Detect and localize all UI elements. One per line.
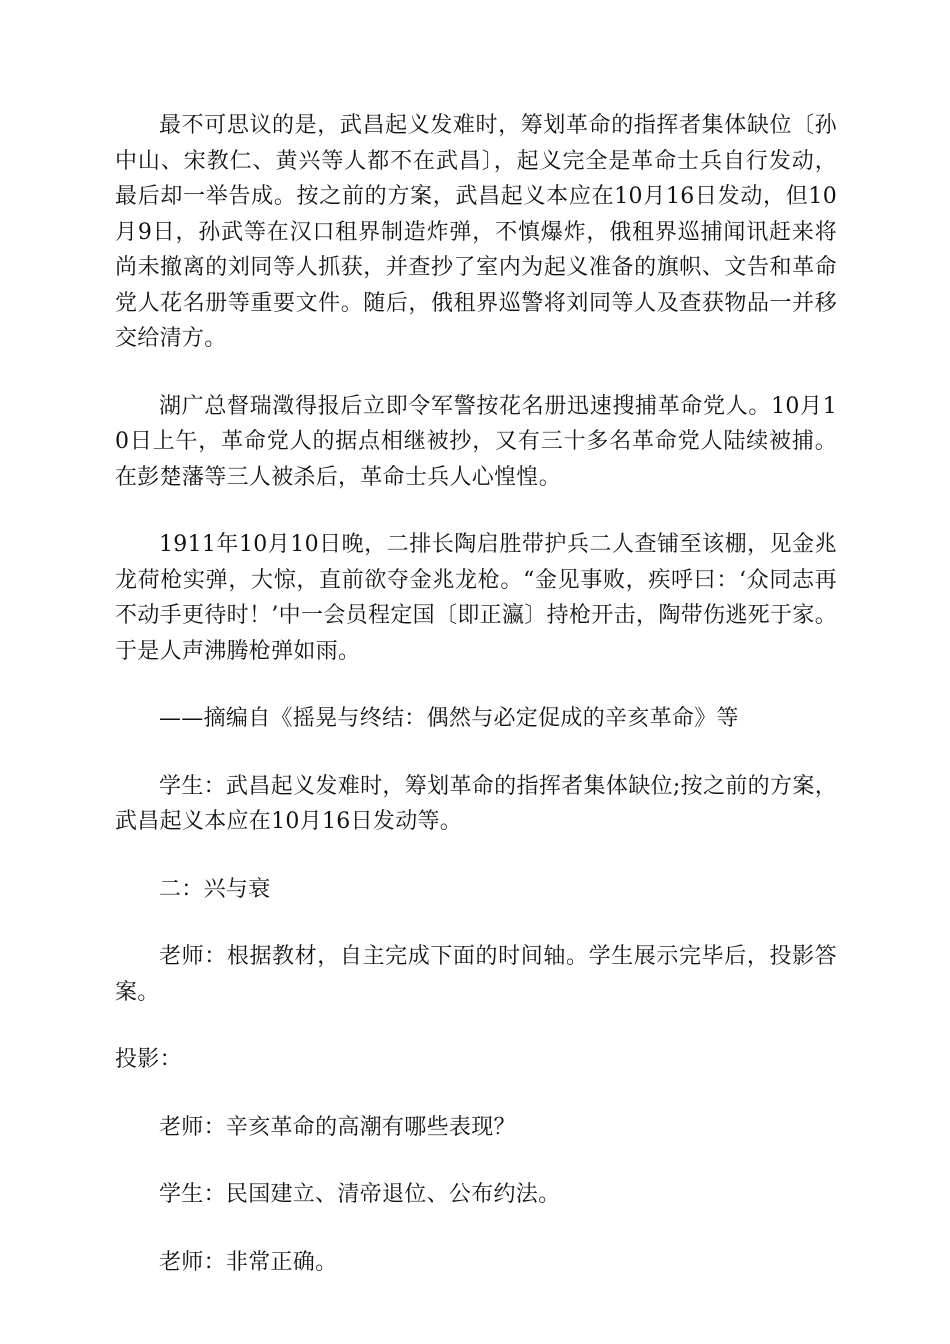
student-answer-2: 学生：民国建立、清帝退位、公布约法。: [159, 1182, 561, 1207]
teacher-question-climax: 老师：辛亥革命的高潮有哪些表现？: [159, 1114, 516, 1140]
student-answer-1: 学生：武昌起义发难时，筹划革命的指挥者集体缺位;按之前的方案，武昌起义本应在10月16日发动等。: [115, 773, 837, 834]
document-body: [115, 108, 837, 1280]
section-heading-rise-and-fall: 二：兴与衰: [159, 876, 271, 902]
paragraph-night-of-uprising: 1911年10月10日晚，二排长陶启胜带护兵二人查铺至该棚，见金兆龙荷枪实弹，大惊，直前欲夺金兆龙枪。“金见事败，疾呼曰：‘众同志再不动手更待时！’中一会员程定国〔即正瀛〕持枪开击，陶带伤逃死于家。于是人声沸腾枪弹如雨。: [115, 532, 837, 664]
teacher-confirmation: 老师：非常正确。: [159, 1249, 338, 1275]
projection-label: 投影：: [115, 1047, 182, 1072]
source-citation: ——摘编自《摇晃与终结：偶然与必定促成的辛亥革命》等: [159, 706, 739, 731]
paragraph-ruicheng-arrests: 湖广总督瑞澂得报后立即令军警按花名册迅速搜捕革命党人。10月10日上午，革命党人的据点相继被抄，又有三十多名革命党人陆续被捕。在彭楚藩等三人被杀后，革命士兵人心惶惶。: [115, 393, 837, 490]
teacher-instruction-timeline: 老师：根据教材，自主完成下面的时间轴。学生展示完毕后，投影答案。: [115, 944, 837, 1005]
paragraph-wuchang-uprising: 最不可思议的是，武昌起义发难时，筹划革命的指挥者集体缺位〔孙中山、宋教仁、黄兴等人都不在武昌〕，起义完全是革命士兵自行发动，最后却一举告成。按之前的方案，武昌起义本应在10月16日发动，但10月9日，孙武等在汉口租界制造炸弹，不慎爆炸，俄租界巡捕闻讯赶来将尚未撤离的刘同等人抓获，并查抄了室内为起义准备的旗帜、文告和革命党人花名册等重要文件。随后，俄租界巡警将刘同等人及查获物品一并移交给清方。: [115, 113, 837, 351]
